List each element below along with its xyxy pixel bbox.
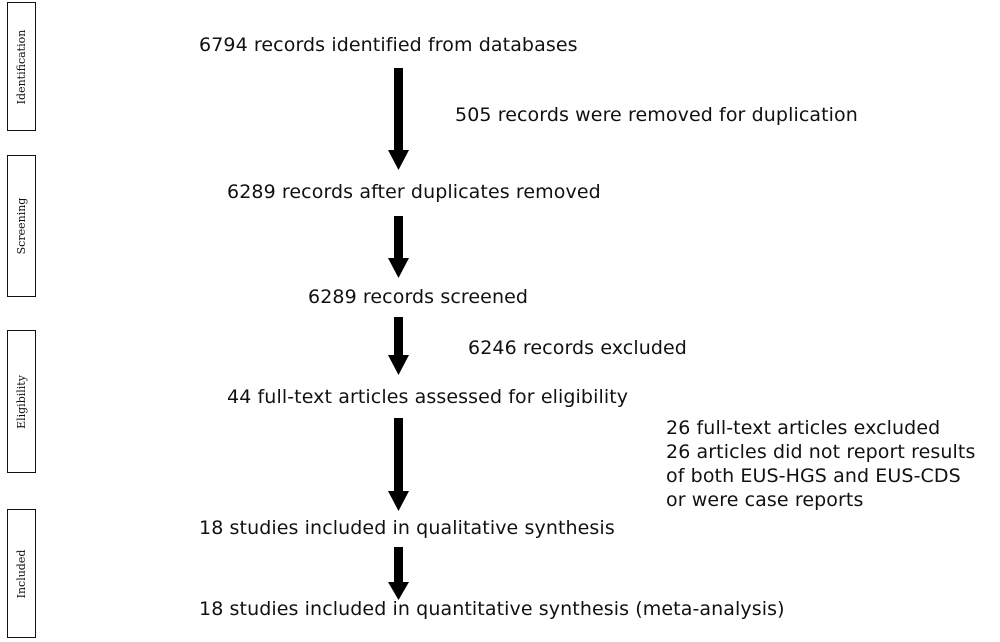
note-fulltext-excluded-line-2: 26 articles did not report results <box>666 441 976 463</box>
node-quantitative-synthesis: 18 studies included in quantitative synthesis (meta-analysis) <box>199 598 785 620</box>
node-fulltext-assessed: 44 full-text articles assessed for eligibility <box>227 386 629 408</box>
node-records-screened: 6289 records screened <box>308 286 529 308</box>
note-fulltext-excluded-line-1: 26 full-text articles excluded <box>666 417 941 439</box>
stage-label-eligibility: Eligibility <box>14 374 28 429</box>
note-records-excluded: 6246 records excluded <box>468 337 687 359</box>
arrow-identified-to-after-duplicates <box>388 68 409 170</box>
arrow-after-duplicates-to-screened <box>388 216 409 278</box>
stage-label-identification: Identification <box>14 29 28 104</box>
note-fulltext-excluded-line-4: or were case reports <box>666 489 864 511</box>
arrow-fulltext-to-qualitative <box>388 418 409 511</box>
note-fulltext-excluded <box>666 416 975 512</box>
arrow-qualitative-to-quantitative <box>388 547 409 600</box>
node-qualitative-synthesis: 18 studies included in qualitative synthesis <box>199 517 615 539</box>
note-duplicates-removed: 505 records were removed for duplication <box>455 104 858 126</box>
node-records-identified: 6794 records identified from databases <box>199 34 578 56</box>
stage-label-included: Included <box>14 549 28 598</box>
arrow-screened-to-fulltext <box>388 317 409 375</box>
node-after-duplicates: 6289 records after duplicates removed <box>227 181 601 203</box>
note-fulltext-excluded-line-3: of both EUS-HGS and EUS-CDS <box>666 465 961 487</box>
stage-label-screening: Screening <box>14 197 28 255</box>
